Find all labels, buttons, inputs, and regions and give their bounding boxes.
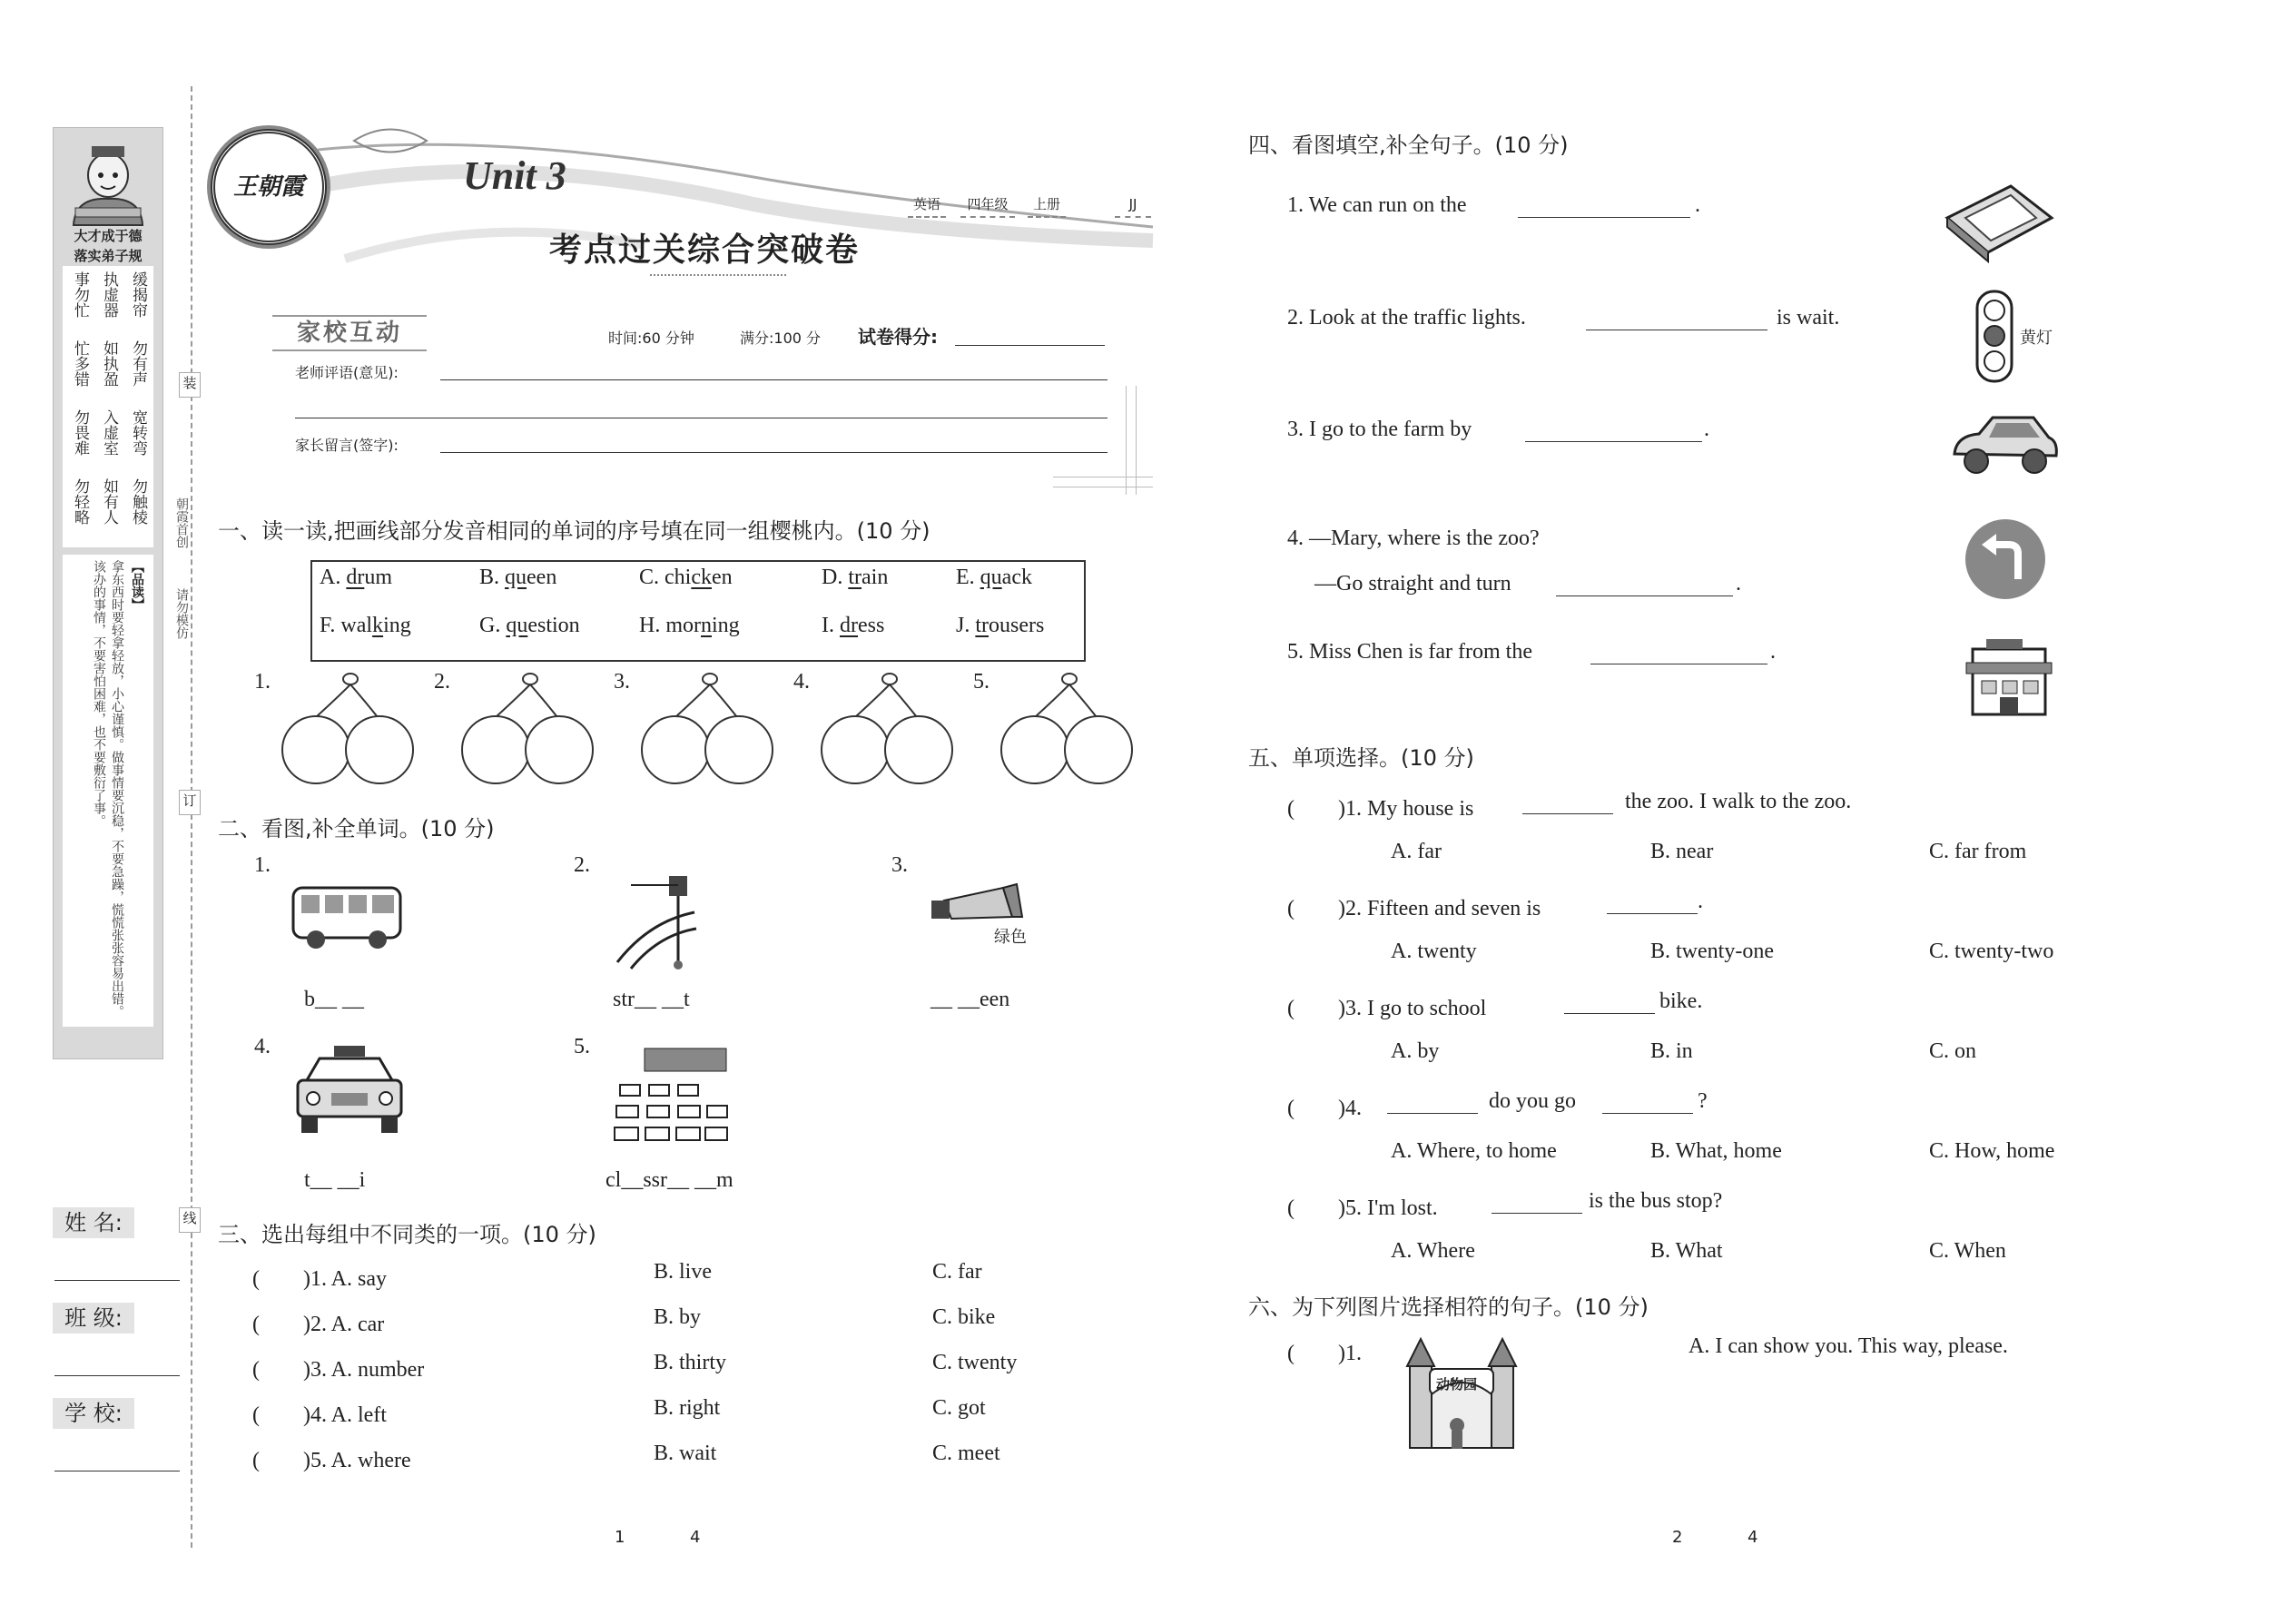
option-c: C. got [932,1396,986,1420]
word-underlined-part: qu [506,614,528,637]
word-hint[interactable]: str__ __t [613,988,690,1011]
motto-column: 勿有声 [129,340,147,387]
option-b: B. by [654,1305,702,1329]
sentence-end: . [1704,418,1709,441]
motto-bottom: 落实弟子规 [74,248,143,264]
left-page-number: 1 [615,1528,625,1547]
choice-question-middle: do you go [1489,1089,1576,1113]
picture-item-number: 1. [254,853,271,877]
fill-sentence: 3. I go to the farm by [1287,418,1472,441]
word-prefix: I. [822,614,840,637]
word-underlined-part: tr [975,614,989,637]
word-hint[interactable]: __ __een [930,988,1010,1011]
section6-title: 六、为下列图片选择相符的句子。(10 分) [1248,1294,1649,1320]
choice-question-end: ? [1698,1089,1708,1113]
pindu-box [63,555,153,1027]
subject-tag: 四年级 [960,192,1015,218]
choice-question-end: the zoo. I walk to the zoo. [1625,790,1852,813]
motto-column: 如有人 [100,478,118,525]
cut-mark-3: 线 [179,1207,201,1233]
option-a[interactable]: A. Where, to home [1391,1139,1557,1163]
word-underlined-part: dr [840,614,858,637]
word-prefix: H. mor [639,614,701,637]
option-b: B. right [654,1396,721,1420]
word-prefix: C. chi [639,566,692,589]
answer-blank[interactable] [1387,1113,1478,1114]
sentence-end: . [1695,193,1700,217]
word-option [639,614,740,638]
word-underlined-part: n [701,614,712,637]
option-b: B. live [654,1260,712,1284]
word-suffix: estion [527,614,580,637]
word-option [639,566,733,590]
word-option [479,614,580,638]
teacher-comment-line[interactable] [440,379,1108,380]
word-prefix: F. wal [320,614,373,637]
section2-title: 二、看图,补全单词。(10 分) [218,816,495,842]
answer-blank[interactable] [1556,595,1733,596]
pindu-text: 拿东西时要轻拿轻放，小心谨慎。做事情要沉稳，不要急躁，慌慌张张容易出错。该办的事情，不要害怕困难，也不要敷衍了事。 [92,560,124,1018]
motto-column: 如执盈 [100,340,118,387]
answer-blank[interactable] [1518,217,1690,218]
choice-question-end: bike. [1659,989,1703,1013]
cherry-number: 2. [434,670,450,694]
parent-message-label: 家长留言(签字): [295,437,399,454]
road-sign-icon [1938,182,2056,259]
option-c[interactable]: C. When [1929,1239,2006,1263]
motto-column: 事勿忙 [71,271,89,318]
picture-item-number: 3. [891,853,908,877]
right-page-total: 4 [1748,1528,1758,1547]
pindu-label: 【品读】 [130,560,144,611]
zoo-gate-icon [1393,1334,1530,1457]
fill-sentence-reply: —Go straight and turn [1314,572,1511,595]
right-page-number: 2 [1672,1528,1683,1547]
section6-item-num: ( )1. [1287,1342,1362,1365]
word-suffix: ing [712,614,740,637]
word-option [320,566,392,590]
choice-question: ( )5. I'm lost. [1287,1196,1438,1220]
cut-mark-1: 装 [179,372,201,398]
fill-sentence: 5. Miss Chen is far from the [1287,640,1532,664]
field-input[interactable] [54,1280,180,1281]
odd-one-out-question: ( )5. A. where [252,1449,411,1472]
classroom-icon [613,1044,731,1144]
word-suffix: ing [383,614,411,637]
traffic-light-label: 黄灯 [2020,329,2053,348]
word-suffix: ess [858,614,885,637]
cherry-group[interactable] [991,672,1137,785]
fill-sentence: 4. —Mary, where is the zoo? [1287,527,1540,550]
answer-blank[interactable] [1522,813,1613,814]
subject-tag: 上册 [1028,192,1066,218]
paint-tube-label: 绿色 [994,928,1027,947]
option-a[interactable]: A. Where [1391,1239,1475,1263]
word-hint[interactable]: cl__ssr__ __m [605,1168,733,1192]
word-prefix: D. [822,566,849,589]
cherry-group[interactable] [632,672,777,785]
word-hint[interactable]: t__ __i [304,1168,366,1192]
option-a[interactable]: A. far [1391,840,1442,863]
word-suffix: een [527,566,557,589]
bus-icon [289,881,407,953]
score-label: 满分:100 分 [740,330,822,347]
answer-blank[interactable] [1564,1013,1655,1014]
choice-question: ( )2. Fifteen and seven is [1287,897,1541,920]
picture-item-number: 2. [574,853,590,877]
vertical-note-2: 请勿模仿 [174,588,189,639]
word-underlined-part: qu [980,566,1002,589]
motto-column: 入虚室 [100,409,118,456]
cherry-number: 4. [793,670,810,694]
field-label: 姓 名: [53,1207,134,1238]
option-b: B. wait [654,1442,717,1465]
motto-column: 执虚器 [100,271,118,318]
jiaxiao-badge: 家校互动 [272,315,427,351]
word-suffix: um [364,566,393,589]
section3-title: 三、选出每组中不同类的一项。(10 分) [218,1222,596,1247]
motto-column: 缓揭帘 [129,271,147,318]
section5-title: 五、单项选择。(10 分) [1248,745,1474,771]
answer-blank[interactable] [1492,1213,1582,1214]
word-suffix: en [711,566,733,589]
choice-question-end: . [1698,890,1703,913]
cherry-group[interactable] [272,672,418,785]
title-dots [650,274,786,276]
word-prefix: G. [479,614,507,637]
car-icon [1947,408,2061,481]
sidebar-panel [53,127,163,1059]
section1-title: 一、读一读,把画线部分发音相同的单词的序号填在同一组樱桃内。(10 分) [218,518,930,544]
option-c: C. meet [932,1442,1000,1465]
option-c[interactable]: C. far from [1929,840,2027,863]
section4-title: 四、看图填空,补全句子。(10 分) [1248,133,1569,158]
odd-one-out-question: ( )1. A. say [252,1267,387,1291]
field-input[interactable] [54,1375,180,1376]
fill-sentence: 2. Look at the traffic lights. [1287,306,1526,330]
motto-top: 大才成于德 [74,228,143,244]
cut-line [191,86,192,1548]
teacher-comment-label: 老师评语(意见): [295,364,399,381]
odd-one-out-question: ( )3. A. number [252,1358,425,1382]
option-b[interactable]: B. near [1650,840,1714,863]
choice-question: ( )3. I go to school [1287,997,1487,1020]
option-c[interactable]: C. on [1929,1039,1977,1063]
scholar-cartoon-icon [66,139,150,225]
word-option [320,614,411,638]
word-suffix: ack [1001,566,1032,589]
answer-blank-2[interactable] [1602,1113,1693,1114]
field-label: 班 级: [53,1303,134,1334]
vertical-note-1: 朝霞首创 [174,497,189,548]
option-c: C. far [932,1260,982,1284]
word-underlined-part: ck [691,566,712,589]
option-b[interactable]: B. twenty-one [1650,940,1774,963]
word-underlined-part: dr [346,566,365,589]
cherry-number: 1. [254,670,271,694]
word-suffix: ousers [989,614,1045,637]
fill-sentence: 1. We can run on the [1287,193,1467,217]
word-option [822,614,884,638]
option-c: C. twenty [932,1351,1018,1374]
cherry-number: 5. [973,670,989,694]
motto-box [63,266,153,547]
motto-column: 勿轻略 [71,478,89,525]
street-icon [613,867,699,971]
answer-blank[interactable] [1607,913,1698,914]
logo-text: 王朝霞 [232,173,304,201]
logo-badge [211,129,327,245]
word-underlined-part: qu [505,566,527,589]
option-b[interactable]: B. in [1650,1039,1693,1063]
building-icon [1959,635,2054,722]
traffic-light-icon [1974,289,2014,384]
choice-question: ( )1. My house is [1287,797,1474,821]
word-prefix: A. [320,566,347,589]
word-option [479,566,556,590]
motto-column: 勿触棱 [129,478,147,525]
option-a[interactable]: A. by [1391,1039,1440,1063]
word-option [822,566,888,590]
word-prefix: B. [479,566,506,589]
odd-one-out-question: ( )4. A. left [252,1403,387,1427]
cherry-group[interactable] [812,672,957,785]
picture-item-number: 4. [254,1035,271,1058]
deco-grid-lines-h [1053,477,1153,487]
word-option [956,566,1032,590]
odd-one-out-question: ( )2. A. car [252,1313,385,1336]
motto-columns [63,266,153,547]
option-b: B. thirty [654,1351,727,1374]
cut-mark-2: 订 [179,790,201,815]
word-underlined-part: k [372,614,384,637]
taxi-icon [290,1044,409,1139]
word-suffix: ain [861,566,889,589]
sentence-end: . [1770,640,1776,664]
sentence-end: is wait. [1777,306,1840,330]
paper-score-label: 试卷得分: [858,326,938,348]
word-option [956,614,1044,638]
option-b[interactable]: B. What, home [1650,1139,1782,1163]
paper-title: 考点过关综合突破卷 [549,231,861,268]
word-prefix: E. [956,566,980,589]
word-prefix: J. [956,614,976,637]
word-underlined-part: tr [848,566,862,589]
unit-title: Unit 3 [463,153,566,198]
turn-left-icon [1964,517,2047,601]
sentence-end: . [1736,572,1741,595]
left-page-total: 4 [690,1528,701,1547]
subject-tag: 英语 [908,192,946,218]
time-label: 时间:60 分钟 [608,330,694,347]
field-label: 学 校: [53,1398,134,1429]
answer-blank[interactable] [1525,441,1702,442]
option-c[interactable]: C. twenty-two [1929,940,2054,963]
paper-score-line[interactable] [955,345,1105,346]
choice-question: ( )4. [1287,1097,1362,1120]
option-b[interactable]: B. What [1650,1239,1723,1263]
cherry-number: 3. [614,670,630,694]
option-a[interactable]: A. twenty [1391,940,1477,963]
subject-tag: JJ [1115,192,1151,218]
option-c[interactable]: C. How, home [1929,1139,2055,1163]
parent-message-line[interactable] [440,452,1108,453]
motto-column: 宽转弯 [129,409,147,456]
section6-answer-a: A. I can show you. This way, please. [1689,1334,2008,1358]
motto-column: 忙多错 [71,340,89,387]
word-hint[interactable]: b__ __ [304,988,364,1011]
zoo-gate-label: 动物园 [1436,1376,1478,1393]
choice-question-end: is the bus stop? [1589,1189,1723,1213]
cherry-group[interactable] [452,672,597,785]
picture-item-number: 5. [574,1035,590,1058]
motto-column: 勿畏难 [71,409,89,456]
option-c: C. bike [932,1305,996,1329]
